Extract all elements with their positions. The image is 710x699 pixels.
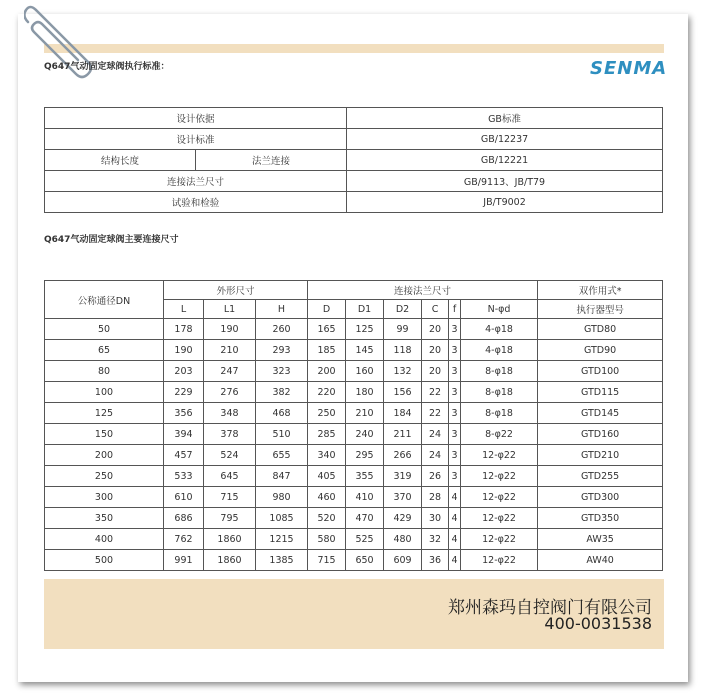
table-cell: GTD90 — [538, 340, 663, 361]
table-cell: 293 — [256, 340, 308, 361]
table-cell: 24 — [422, 445, 449, 466]
table-row — [45, 340, 663, 361]
table-cell: 229 — [164, 382, 204, 403]
standard-value: JB/T9002 — [347, 192, 663, 213]
table-cell: 340 — [308, 445, 346, 466]
table-row — [45, 361, 663, 382]
table-cell: 185 — [308, 340, 346, 361]
table-cell: 4 — [449, 550, 461, 571]
table-cell: 200 — [45, 445, 164, 466]
table-cell: 4-φ18 — [461, 319, 538, 340]
table-cell: 12-φ22 — [461, 550, 538, 571]
table-header-row — [45, 281, 663, 300]
table-cell: 125 — [45, 403, 164, 424]
table-cell: 378 — [204, 424, 256, 445]
table-cell: 8-φ18 — [461, 361, 538, 382]
standards-heading: Q647气动固定球阀执行标准： — [44, 62, 170, 72]
table-cell: 1085 — [256, 508, 308, 529]
table-cell: 3 — [449, 424, 461, 445]
table-cell: 276 — [204, 382, 256, 403]
standard-value: GB标准 — [347, 108, 663, 129]
table-cell: 457 — [164, 445, 204, 466]
table-cell: 405 — [308, 466, 346, 487]
table-cell: 178 — [164, 319, 204, 340]
table-cell: GTD115 — [538, 382, 663, 403]
table-cell: 211 — [384, 424, 422, 445]
table-row — [45, 445, 663, 466]
table-row — [45, 129, 663, 150]
col-header-actuator-1: 双作用式* — [538, 281, 663, 300]
table-cell: 1860 — [204, 529, 256, 550]
table-cell: 370 — [384, 487, 422, 508]
col-header-h: H — [256, 300, 308, 319]
table-cell: 36 — [422, 550, 449, 571]
table-cell: 160 — [346, 361, 384, 382]
table-cell: AW35 — [538, 529, 663, 550]
table-cell: 480 — [384, 529, 422, 550]
table-cell: 460 — [308, 487, 346, 508]
table-cell: 847 — [256, 466, 308, 487]
table-cell: 12-φ22 — [461, 466, 538, 487]
table-cell: 715 — [204, 487, 256, 508]
company-phone: 400-0031538 — [544, 614, 652, 633]
table-cell: 645 — [204, 466, 256, 487]
table-cell: 4 — [449, 487, 461, 508]
standard-label: 连接法兰尺寸 — [45, 171, 347, 192]
table-cell: 20 — [422, 319, 449, 340]
dimensions-body — [45, 319, 663, 571]
table-cell: 99 — [384, 319, 422, 340]
table-row — [45, 529, 663, 550]
table-cell: 429 — [384, 508, 422, 529]
table-cell: 20 — [422, 361, 449, 382]
table-cell: 3 — [449, 466, 461, 487]
table-row — [45, 550, 663, 571]
table-cell: 180 — [346, 382, 384, 403]
col-header-d2: D2 — [384, 300, 422, 319]
table-cell: GTD100 — [538, 361, 663, 382]
table-cell: 8-φ22 — [461, 424, 538, 445]
dimensions-table — [44, 280, 663, 571]
table-cell: 220 — [308, 382, 346, 403]
col-header-l1: L1 — [204, 300, 256, 319]
table-cell: 524 — [204, 445, 256, 466]
table-cell: GTD300 — [538, 487, 663, 508]
table-cell: 382 — [256, 382, 308, 403]
table-row — [45, 382, 663, 403]
table-cell: 1385 — [256, 550, 308, 571]
footer-band — [44, 579, 664, 649]
table-cell: 203 — [164, 361, 204, 382]
company-name: 郑州森玛自控阀门有限公司 — [448, 598, 652, 618]
standard-label: 结构长度 — [45, 150, 196, 171]
table-row — [45, 466, 663, 487]
table-cell: 319 — [384, 466, 422, 487]
standard-label: 设计标准 — [45, 129, 347, 150]
table-row — [45, 487, 663, 508]
col-header-f: f — [449, 300, 461, 319]
table-cell: 285 — [308, 424, 346, 445]
senma-logo: SENMA — [590, 58, 668, 79]
table-cell: 500 — [45, 550, 164, 571]
table-cell: 145 — [346, 340, 384, 361]
table-cell: 50 — [45, 319, 164, 340]
table-cell: 250 — [308, 403, 346, 424]
table-cell: 350 — [45, 508, 164, 529]
table-cell: 510 — [256, 424, 308, 445]
table-cell: 3 — [449, 445, 461, 466]
table-row — [45, 150, 663, 171]
table-cell: 156 — [384, 382, 422, 403]
table-cell: 210 — [204, 340, 256, 361]
table-cell: 200 — [308, 361, 346, 382]
table-cell: 184 — [384, 403, 422, 424]
col-header-c: C — [422, 300, 449, 319]
table-cell: AW40 — [538, 550, 663, 571]
table-cell: GTD160 — [538, 424, 663, 445]
table-cell: GTD350 — [538, 508, 663, 529]
table-cell: 100 — [45, 382, 164, 403]
table-row — [45, 319, 663, 340]
col-header-l: L — [164, 300, 204, 319]
table-cell: 266 — [384, 445, 422, 466]
table-cell: 80 — [45, 361, 164, 382]
table-cell: GTD80 — [538, 319, 663, 340]
table-cell: 132 — [384, 361, 422, 382]
col-header-outline: 外形尺寸 — [164, 281, 308, 300]
table-cell: 348 — [204, 403, 256, 424]
table-row — [45, 508, 663, 529]
table-cell: 250 — [45, 466, 164, 487]
table-cell: 4 — [449, 529, 461, 550]
table-row — [45, 108, 663, 129]
table-cell: 65 — [45, 340, 164, 361]
table-cell: 4-φ18 — [461, 340, 538, 361]
table-cell: 12-φ22 — [461, 508, 538, 529]
table-cell: GTD255 — [538, 466, 663, 487]
col-header-nd: N-φd — [461, 300, 538, 319]
table-cell: 3 — [449, 403, 461, 424]
table-cell: 525 — [346, 529, 384, 550]
table-cell: 118 — [384, 340, 422, 361]
table-row — [45, 171, 663, 192]
table-cell: 8-φ18 — [461, 403, 538, 424]
table-cell: 655 — [256, 445, 308, 466]
table-cell: 300 — [45, 487, 164, 508]
table-cell: 355 — [346, 466, 384, 487]
table-cell: 210 — [346, 403, 384, 424]
col-header-d1: D1 — [346, 300, 384, 319]
standards-table — [44, 107, 663, 213]
table-cell: 12-φ22 — [461, 487, 538, 508]
table-cell: 22 — [422, 403, 449, 424]
standard-label: 设计依据 — [45, 108, 347, 129]
col-header-flange: 连接法兰尺寸 — [308, 281, 538, 300]
col-header-d: D — [308, 300, 346, 319]
table-cell: 610 — [164, 487, 204, 508]
table-cell: 260 — [256, 319, 308, 340]
standard-sublabel: 法兰连接 — [196, 150, 347, 171]
table-cell: 190 — [164, 340, 204, 361]
table-cell: 22 — [422, 382, 449, 403]
col-header-dn: 公称通径DN — [45, 281, 164, 319]
standard-label: 试验和检验 — [45, 192, 347, 213]
standard-value: GB/12221 — [347, 150, 663, 171]
table-cell: 12-φ22 — [461, 529, 538, 550]
table-cell: 394 — [164, 424, 204, 445]
col-header-actuator-2: 执行器型号 — [538, 300, 663, 319]
table-row — [45, 192, 663, 213]
table-cell: 980 — [256, 487, 308, 508]
table-cell: 8-φ18 — [461, 382, 538, 403]
table-cell: 400 — [45, 529, 164, 550]
table-cell: 240 — [346, 424, 384, 445]
table-cell: 1860 — [204, 550, 256, 571]
table-cell: 150 — [45, 424, 164, 445]
table-cell: 12-φ22 — [461, 445, 538, 466]
table-cell: 24 — [422, 424, 449, 445]
table-cell: 468 — [256, 403, 308, 424]
top-decor-band — [44, 44, 664, 53]
table-cell: 20 — [422, 340, 449, 361]
table-cell: 762 — [164, 529, 204, 550]
table-cell: 26 — [422, 466, 449, 487]
table-cell: 356 — [164, 403, 204, 424]
table-row — [45, 403, 663, 424]
table-cell: 323 — [256, 361, 308, 382]
table-cell: 28 — [422, 487, 449, 508]
table-cell: 795 — [204, 508, 256, 529]
table-cell: 580 — [308, 529, 346, 550]
table-cell: 125 — [346, 319, 384, 340]
table-cell: 715 — [308, 550, 346, 571]
table-cell: 520 — [308, 508, 346, 529]
table-cell: 470 — [346, 508, 384, 529]
table-cell: 3 — [449, 340, 461, 361]
table-cell: 650 — [346, 550, 384, 571]
table-row — [45, 424, 663, 445]
table-cell: 609 — [384, 550, 422, 571]
table-cell: GTD145 — [538, 403, 663, 424]
table-cell: 30 — [422, 508, 449, 529]
table-cell: 190 — [204, 319, 256, 340]
table-cell: 410 — [346, 487, 384, 508]
table-cell: GTD210 — [538, 445, 663, 466]
table-cell: 1215 — [256, 529, 308, 550]
table-cell: 165 — [308, 319, 346, 340]
table-cell: 686 — [164, 508, 204, 529]
table-cell: 247 — [204, 361, 256, 382]
standard-value: GB/9113、JB/T79 — [347, 171, 663, 192]
table-cell: 32 — [422, 529, 449, 550]
table-cell: 533 — [164, 466, 204, 487]
dimensions-heading: Q647气动固定球阀主要连接尺寸 — [44, 235, 179, 245]
table-cell: 991 — [164, 550, 204, 571]
table-cell: 3 — [449, 319, 461, 340]
table-cell: 3 — [449, 361, 461, 382]
table-cell: 3 — [449, 382, 461, 403]
table-cell: 4 — [449, 508, 461, 529]
table-cell: 295 — [346, 445, 384, 466]
standard-value: GB/12237 — [347, 129, 663, 150]
